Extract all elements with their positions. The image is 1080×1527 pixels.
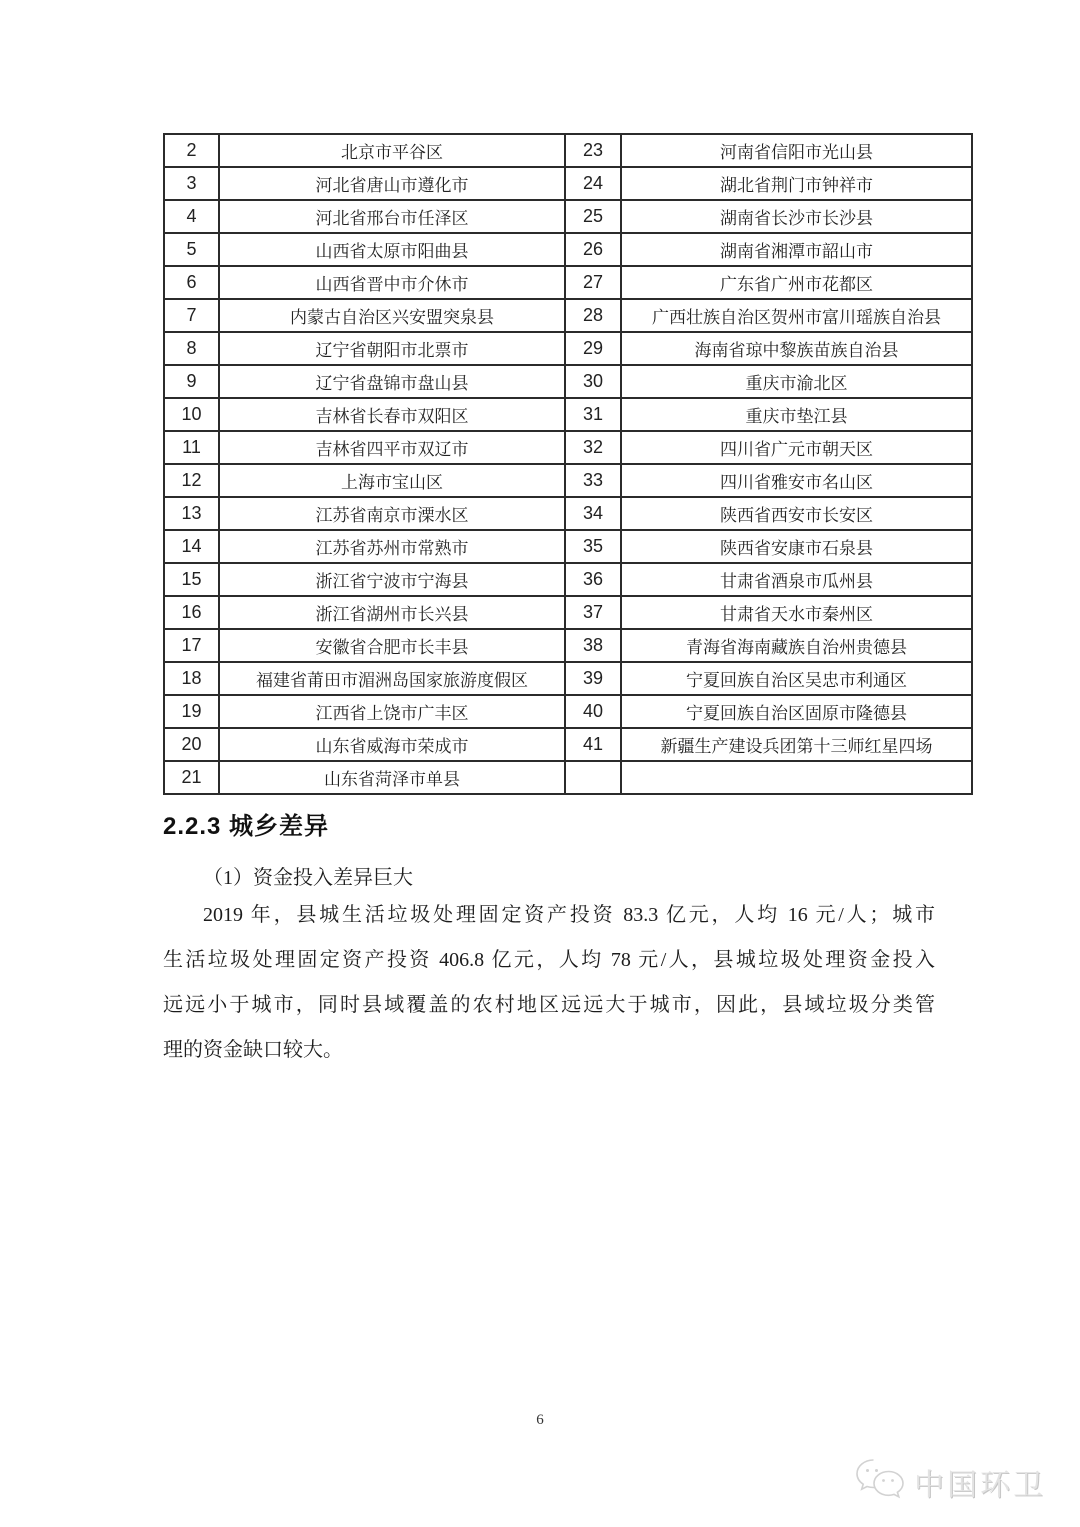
cell-left-number: 7 [164,299,219,332]
cell-right-number: 33 [565,464,621,497]
paragraph-line: 理的资金缺口较大。 [163,1039,343,1061]
table-row [164,563,972,596]
cell-left-number: 3 [164,167,219,200]
cell-right-number: 27 [565,266,621,299]
cell-right-region-name: 广西壮族自治区贺州市富川瑶族自治县 [621,299,972,332]
cell-left-region-name: 江西省上饶市广丰区 [219,695,565,728]
cell-left-region-name: 吉林省四平市双辽市 [219,431,565,464]
cell-right-region-name: 海南省琼中黎族苗族自治县 [621,332,972,365]
cell-right-number: 38 [565,629,621,662]
cell-left-number: 17 [164,629,219,662]
table-row [164,596,972,629]
cell-left-region-name: 浙江省宁波市宁海县 [219,563,565,596]
cell-right-number: 39 [565,662,621,695]
cell-right-region-name: 青海省海南藏族自治州贵德县 [621,629,972,662]
cell-right-region-name: 重庆市渝北区 [621,365,972,398]
cell-left-number: 2 [164,134,219,167]
table-row [164,398,972,431]
cell-right-number: 32 [565,431,621,464]
cell-right-number: 24 [565,167,621,200]
cell-right-region-name: 四川省广元市朝天区 [621,431,972,464]
cell-left-number: 15 [164,563,219,596]
cell-left-region-name: 河北省邢台市任泽区 [219,200,565,233]
paragraph-line: 生活垃圾处理固定资产投资 406.8 亿元，人均 78 元/人，县城垃圾处理资金投入 [163,949,935,971]
cell-left-region-name: 北京市平谷区 [219,134,565,167]
table-row [164,299,972,332]
cell-left-region-name: 吉林省长春市双阳区 [219,398,565,431]
region-table [163,133,973,795]
cell-left-region-name: 山西省晋中市介休市 [219,266,565,299]
cell-right-number: 29 [565,332,621,365]
cell-right-region-name [621,761,972,794]
cell-right-region-name: 河南省信阳市光山县 [621,134,972,167]
cell-right-region-name: 甘肃省天水市秦州区 [621,596,972,629]
cell-left-number: 12 [164,464,219,497]
cell-left-region-name: 福建省莆田市湄洲岛国家旅游度假区 [219,662,565,695]
cell-left-number: 5 [164,233,219,266]
table-row [164,200,972,233]
table-row [164,695,972,728]
table-row [164,266,972,299]
cell-right-region-name: 陕西省安康市石泉县 [621,530,972,563]
cell-left-region-name: 辽宁省盘锦市盘山县 [219,365,565,398]
cell-right-region-name: 宁夏回族自治区固原市隆德县 [621,695,972,728]
cell-left-number: 4 [164,200,219,233]
table-row [164,431,972,464]
watermark [855,1458,1046,1505]
table-row [164,761,972,794]
cell-right-number: 40 [565,695,621,728]
page-number: 6 [536,1412,544,1428]
cell-right-region-name: 重庆市垫江县 [621,398,972,431]
cell-right-region-name: 新疆生产建设兵团第十三师红星四场 [621,728,972,761]
table-row [164,233,972,266]
cell-right-region-name: 宁夏回族自治区吴忠市利通区 [621,662,972,695]
cell-left-region-name: 河北省唐山市遵化市 [219,167,565,200]
table-row [164,167,972,200]
region-table-wrap [163,133,971,795]
table-row [164,728,972,761]
cell-left-number: 14 [164,530,219,563]
section-heading: 2.2.3 城乡差异 [163,813,330,840]
body-paragraph [163,893,935,1073]
table-row [164,464,972,497]
table-row [164,662,972,695]
cell-right-number: 25 [565,200,621,233]
cell-right-region-name: 湖北省荆门市钟祥市 [621,167,972,200]
table-row [164,332,972,365]
cell-left-number: 18 [164,662,219,695]
table-row [164,134,972,167]
cell-left-number: 19 [164,695,219,728]
cell-right-region-name: 湖南省长沙市长沙县 [621,200,972,233]
cell-right-region-name: 陕西省西安市长安区 [621,497,972,530]
cell-right-number: 23 [565,134,621,167]
cell-left-number: 8 [164,332,219,365]
table-row [164,365,972,398]
cell-left-region-name: 浙江省湖州市长兴县 [219,596,565,629]
section-item-label: （1）资金投入差异巨大 [203,867,413,889]
cell-left-region-name: 辽宁省朝阳市北票市 [219,332,565,365]
cell-right-number: 28 [565,299,621,332]
cell-left-region-name: 山东省菏泽市单县 [219,761,565,794]
paragraph-line: 远远小于城市，同时县域覆盖的农村地区远远大于城市，因此，县域垃圾分类管 [163,994,935,1016]
cell-left-region-name: 内蒙古自治区兴安盟突泉县 [219,299,565,332]
cell-left-region-name: 山东省威海市荣成市 [219,728,565,761]
cell-right-number: 35 [565,530,621,563]
cell-left-region-name: 江苏省苏州市常熟市 [219,530,565,563]
table-row [164,497,972,530]
cell-right-number: 30 [565,365,621,398]
cell-left-region-name: 山西省太原市阳曲县 [219,233,565,266]
cell-left-number: 6 [164,266,219,299]
cell-left-number: 16 [164,596,219,629]
cell-right-number: 34 [565,497,621,530]
cell-right-number: 41 [565,728,621,761]
cell-right-region-name: 甘肃省酒泉市瓜州县 [621,563,972,596]
cell-right-number: 31 [565,398,621,431]
cell-left-number: 13 [164,497,219,530]
wechat-bubbles-icon [855,1458,905,1505]
cell-right-region-name: 广东省广州市花都区 [621,266,972,299]
cell-right-number: 36 [565,563,621,596]
table-row [164,629,972,662]
cell-left-number: 9 [164,365,219,398]
cell-left-number: 10 [164,398,219,431]
paragraph-line: 2019 年，县城生活垃圾处理固定资产投资 83.3 亿元，人均 16 元/人；城市 [203,904,935,926]
cell-right-number: 37 [565,596,621,629]
cell-left-number: 20 [164,728,219,761]
cell-left-region-name: 上海市宝山区 [219,464,565,497]
cell-right-region-name: 四川省雅安市名山区 [621,464,972,497]
watermark-text: 中国环卫 [914,1468,1046,1502]
table-row [164,530,972,563]
cell-left-number: 21 [164,761,219,794]
cell-left-region-name: 江苏省南京市溧水区 [219,497,565,530]
cell-left-number: 11 [164,431,219,464]
cell-right-number [565,761,621,794]
cell-left-region-name: 安徽省合肥市长丰县 [219,629,565,662]
cell-right-number: 26 [565,233,621,266]
cell-right-region-name: 湖南省湘潭市韶山市 [621,233,972,266]
